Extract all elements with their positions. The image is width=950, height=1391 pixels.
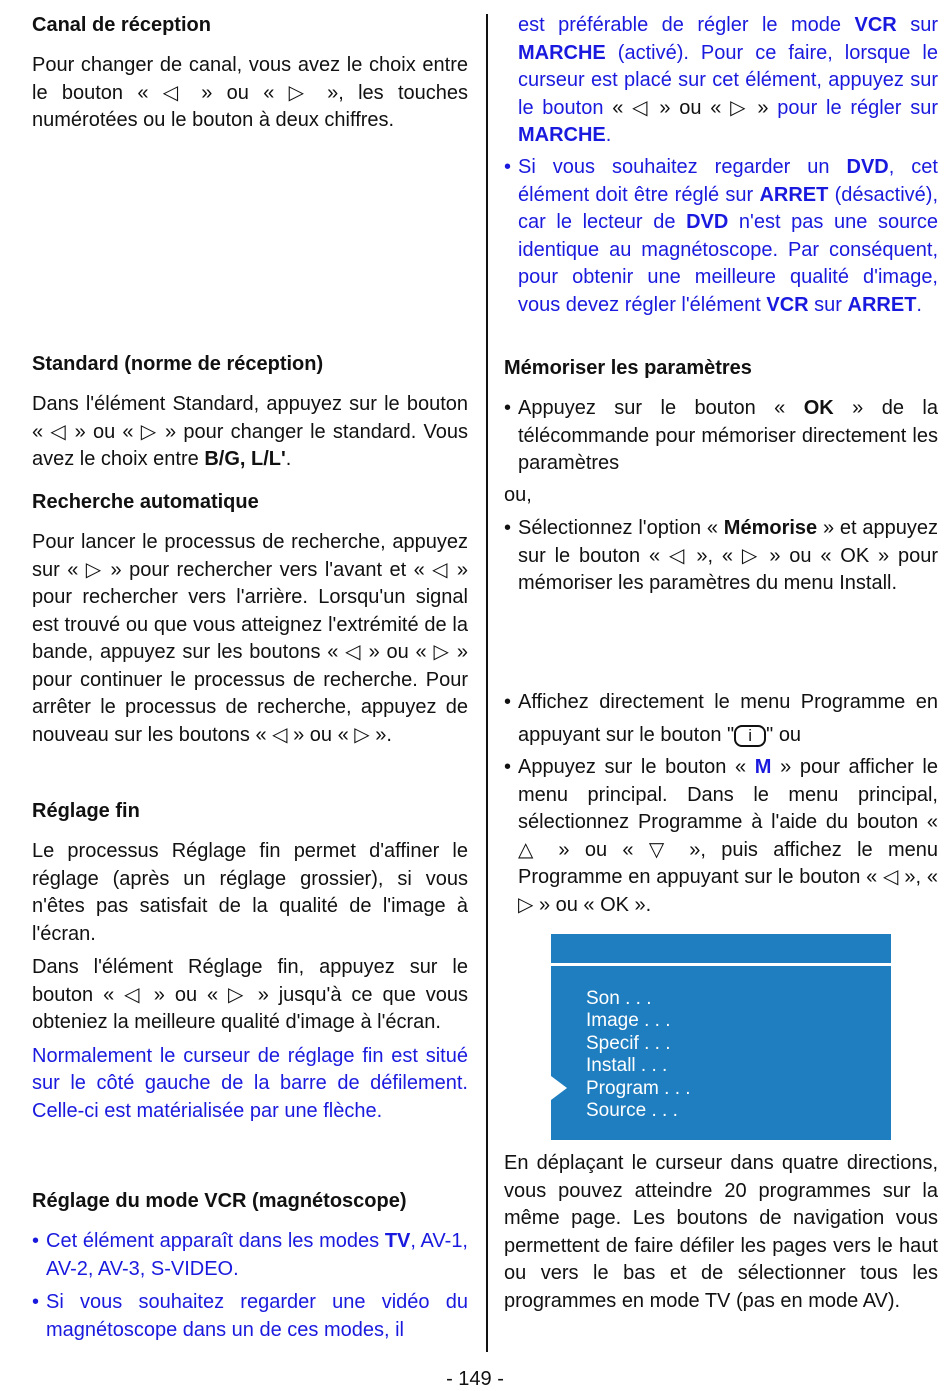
- menu-item-image: Image . . .: [586, 1010, 671, 1032]
- menu-header-rule: [551, 963, 891, 966]
- tv-main-menu-screenshot: [551, 934, 891, 1140]
- menu-item-source: Source . . .: [586, 1100, 678, 1122]
- text-or: ou,: [504, 483, 532, 506]
- section-programme: [504, 686, 938, 919]
- section-reglage-fin: [32, 798, 468, 1125]
- menu-item-son: Son . . .: [586, 988, 652, 1009]
- section-vcr: [32, 1188, 468, 1344]
- menu-item-install: Install . . .: [586, 1055, 668, 1077]
- bullet-vcr-modes: • Cet élément apparaît dans les modes TV, AV-1, AV-2, AV-3, S-VIDEO.: [32, 1228, 468, 1283]
- section-canal: [32, 12, 468, 135]
- heading-memoriser: Mémoriser les paramètres: [504, 357, 752, 379]
- menu-selection-arrow-icon: [551, 1076, 567, 1100]
- section-navigation: [504, 1150, 938, 1315]
- heading-standard: Standard (norme de réception): [32, 353, 324, 375]
- paragraph-recherche: Pour lancer le processus de recherche, appuyez sur « ▷ » pour rechercher vers l'avant et « ◁ » pour rechercher vers l'arrière. Lorsqu'un signal est trouvé ou que vous atteignez l'extrémité de la bande, appuyez sur les boutons « ◁ » ou « ▷ » pour continuer le processus de recherche. Pour arrêter le processus de recherche, appuyez de nouveau sur les boutons « ◁ » ou « ▷ ».: [32, 531, 468, 746]
- bullet-memoriser-ok: • Appuyez sur le bouton « OK » de la télécommande pour mémoriser directement les paramètres: [504, 395, 938, 478]
- paragraph-canal: Pour changer de canal, vous avez le choix entre le bouton « ◁ » ou « ▷ », les touches numérotées ou le bouton à deux chiffres.: [32, 54, 468, 131]
- paragraph-standard: Dans l'élément Standard, appuyez sur le bouton « ◁ » ou « ▷ » pour changer le standard. Vous avez le choix entre B/G, L/L'.: [32, 393, 468, 470]
- vcr-continued: est préférable de régler le mode VCR sur MARCHE (activé). Pour ce faire, lorsque le curseur est placé sur cet élément, appuyez sur le bouton « ◁ » ou « ▷ » pour le régler sur MARCHE.: [518, 14, 938, 146]
- bullet-vcr-video: • Si vous souhaitez regarder une vidéo du magnétoscope dans un de ces modes, il: [32, 1289, 468, 1344]
- section-memoriser: [504, 355, 938, 598]
- bullet-programme-direct: • Affichez directement le menu Programme en appuyant sur le bouton " i " ou: [504, 686, 938, 752]
- page-number: - 149 -: [446, 1368, 504, 1390]
- bullet-dvd-block: [504, 154, 938, 319]
- bullet-programme-menu: • Appuyez sur le bouton « M » pour afficher le menu principal. Dans le menu principal, sélectionnez Programme à l'aide du bouton « △ » ou « ▽ », puis affichez le menu Programme en appuyant sur le bouton « ◁ », « ▷ » ou « OK ».: [504, 754, 938, 919]
- menu-item-program: Program . . .: [586, 1077, 691, 1099]
- bullet-dvd: • Si vous souhaitez regarder un DVD, cet élément doit être réglé sur ARRET (désactivé), car le lecteur de DVD n'est pas une source identique au magnétoscope. Par conséquent, pour obtenir une meilleure qualité d'image, vous devez régler l'élément VCR sur ARRET.: [504, 154, 938, 319]
- menu-list: [586, 988, 691, 1122]
- section-standard: [32, 351, 468, 474]
- heading-reglage-fin: Réglage fin: [32, 800, 140, 822]
- info-button-icon: i: [734, 725, 766, 747]
- heading-vcr: Réglage du mode VCR (magnétoscope): [32, 1190, 407, 1212]
- heading-recherche: Recherche automatique: [32, 491, 259, 513]
- column-divider: [486, 14, 488, 1352]
- paragraph-navigation: En déplaçant le curseur dans quatre directions, vous pouvez atteindre 20 programmes sur la même page. Les boutons de navigation vous permettent de faire défiler les pages vers le haut ou vers le bas et de sélectionner tous les programmes en mode TV (pas en mode AV).: [504, 1152, 938, 1312]
- section-recherche: [32, 489, 468, 749]
- paragraph-reglage-fin-note: Normalement le curseur de réglage fin est situé sur le côté gauche de la barre de défilement. Celle-ci est matérialisée par une flèche.: [32, 1044, 468, 1122]
- heading-canal: Canal de réception: [32, 14, 211, 36]
- paragraph-reglage-fin-1: Le processus Réglage fin permet d'affiner le réglage (après un réglage grossier), si vous n'êtes pas satisfait de la qualité de l'image à l'écran.: [32, 840, 468, 945]
- bullet-memoriser-option: • Sélectionnez l'option « Mémorise » et appuyez sur le bouton « ◁ », « ▷ » ou « OK » pour mémoriser les paramètres du menu Install.: [504, 515, 938, 598]
- menu-item-specif: Specif . . .: [586, 1032, 671, 1054]
- paragraph-reglage-fin-2: Dans l'élément Réglage fin, appuyez sur le bouton « ◁ » ou « ▷ » jusqu'à ce que vous obteniez la meilleure qualité d'image à l'écran.: [32, 956, 468, 1033]
